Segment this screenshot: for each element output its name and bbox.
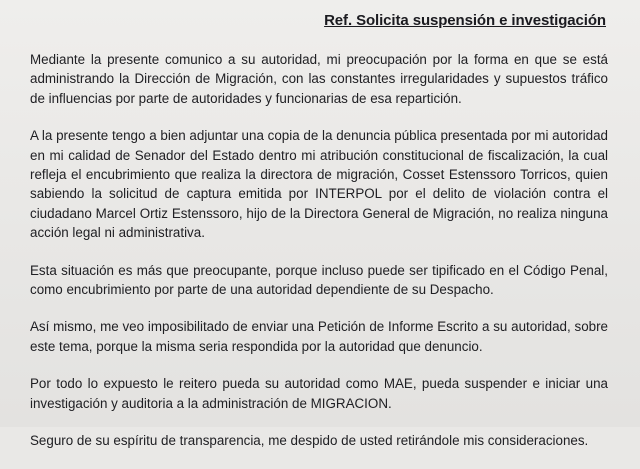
paragraph-intro: Mediante la presente comunico a su autoridad, mi preocupación por la forma en que se está administrando la Dirección de Migración, con las constantes irregularidades y supuestos tráfico de influencias por parte de autoridades y funcionarias de esa repartición. — [30, 52, 608, 106]
letter-body — [30, 50, 608, 469]
paragraph-concern: Esta situación es más que preocupante, porque incluso puede ser tipificado en el Código Penal, como encubrimiento por parte de una autoridad dependiente de su Despacho. — [30, 262, 608, 298]
paragraph-request-impossible: Así mismo, me veo imposibilitado de enviar una Petición de Informe Escrito a su autoridad, sobre este tema, porque la misma seria respondida por la autoridad que denuncio. — [30, 319, 608, 354]
paragraph-complaint: A la presente tengo a bien adjuntar una copia de la denuncia pública presentada por mi autoridad en mi calidad de Senador del Estado dentro mi atribución constitucional de fiscalización, la cual refleja el encubrimiento que realiza la directora de migración, Cosset Estenssoro Torricos, quien sabiendo la solicitud de captura emitida por INTERPOL por el delito de violación contra el ciudadano Marcel Ortiz Estenssoro, hijo de la Directora General de Migración, no realiza ninguna acción legal ni administrativa. — [30, 128, 608, 241]
paragraph-closing: Seguro de su espíritu de transparencia, me despido de usted retirándole mis consideraciones. — [30, 433, 589, 449]
reference-line: Ref. Solicita suspensión e investigación — [324, 12, 606, 29]
paragraph-request: Por todo lo expuesto le reitero pueda su autoridad como MAE, pueda suspender e iniciar una investigación y auditoria a la administración de MIGRACION. — [30, 376, 608, 411]
